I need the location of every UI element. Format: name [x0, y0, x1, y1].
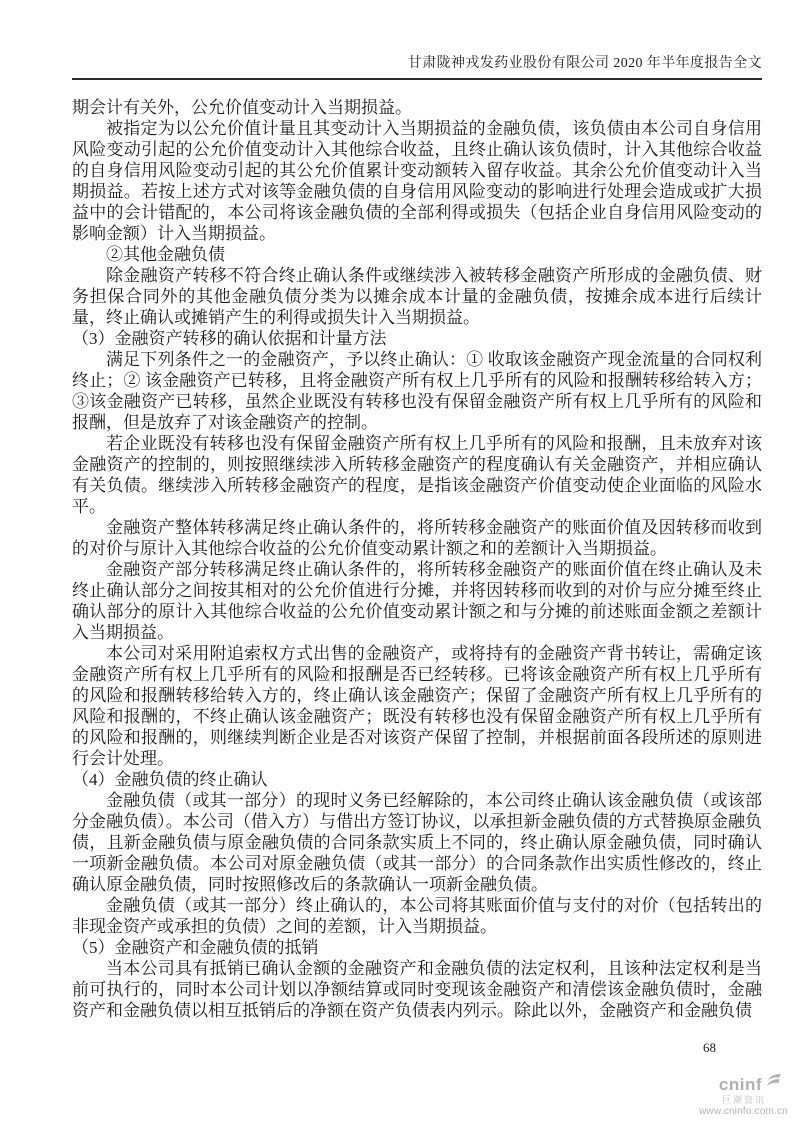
paragraph: 金融资产部分转移满足终止确认条件的，将所转移金融资产的账面价值在终止确认及未终止确认部分之间按其相对的公允价值进行分摊，并将因转移而收到的对价与应分摊至终止确认部分的原计入其他综合收益的公允价值变动累计额之和与分摊的前述账面金额之差额计入当期损益。 [72, 560, 762, 642]
document-body [72, 97, 762, 1021]
cninfo-brand-row [719, 1074, 782, 1095]
paragraph: 当本公司具有抵销已确认金额的金融资产和金融负债的法定权利，且该种法定权利是当前可执行的，同时本公司计划以净额结算或同时变现该金融资产和清偿该金融负债时，金融资产和金融负债以相互抵销后的净额在资产负债表内列示。除此以外，金融资产和金融负债 [72, 959, 762, 1020]
paragraph: 金融资产整体转移满足终止确认条件的，将所转移金融资产的账面价值及因转移而收到的对价与原计入其他综合收益的公允价值变动累计额之和的差额计入当期损益。 [72, 518, 762, 558]
page-header [72, 52, 762, 80]
cninfo-swirl-icon [763, 1072, 782, 1095]
paragraph: 被指定为以公允价值计量且其变动计入当期损益的金融负债，该负债由本公司自身信用风险变动引起的公允价值变动计入其他综合收益，且终止确认该负债时，计入其他综合收益的自身信用风险变动引起的其公允价值累计变动额转入留存收益。其余公允价值变动计入当期损益。若按上述方式对该等金融负债的自身信用风险变动的影响进行处理会造成或扩大损益中的会计错配的，本公司将该金融负债的全部利得或损失（包括企业自身信用风险变动的影响金额）计入当期损益。 [72, 119, 762, 243]
cninfo-watermark [694, 1074, 790, 1117]
cninfo-brand-text: cninf [718, 1075, 762, 1094]
paragraph: 金融负债（或其一部分）的现时义务已经解除的，本公司终止确认该金融负债（或该部分金融负债）。本公司（借入方）与借出方签订协议，以承担新金融负债的方式替换原金融负债，且新金融负债与原金融负债的合同条款实质上不同的，终止确认原金融负债，同时确认一项新金融负债。本公司对原金融负债（或其一部分）的合同条款作出实质性修改的，终止确认原金融负债，同时按照修改后的条款确认一项新金融负债。 [72, 791, 762, 894]
cninfo-url-text: www.cninfo.com.cn [699, 1106, 788, 1117]
page-number: 68 [703, 1040, 716, 1055]
paragraph: （3）金融资产转移的确认依据和计量方法 [72, 329, 387, 348]
cninfo-brand-chinese: 巨潮资讯 [721, 1095, 766, 1105]
report-title: 甘肃陇神戎发药业股份有限公司 2020 年半年度报告全文 [407, 56, 762, 71]
paragraph: （5）金融资产和金融负债的抵销 [72, 938, 319, 957]
paragraph: 本公司对采用附追索权方式出售的金融资产，或将持有的金融资产背书转让，需确定该金融资产所有权上几乎所有的风险和报酬是否已经转移。已将该金融资产所有权上几乎所有的风险和报酬转移给转入方的，终止确认该金融资产；保留了金融资产所有权上几乎所有的风险和报酬的，不终止确认该金融资产；既没有转移也没有保留金融资产所有权上几乎所有的风险和报酬的，则继续判断企业是否对该资产保留了控制，并根据前面各段所述的原则进行会计处理。 [72, 644, 762, 768]
paragraph: 除金融资产转移不符合终止确认条件或继续涉入被转移金融资产所形成的金融负债、财务担保合同外的其他金融负债分类为以摊余成本计量的金融负债，按摊余成本进行后续计量，终止确认或摊销产生的利得或损失计入当期损益。 [72, 266, 762, 327]
paragraph: 期会计有关外，公允价值变动计入当期损益。 [72, 98, 412, 117]
paragraph: ②其他金融负债 [106, 245, 225, 264]
paragraph: 金融负债（或其一部分）终止确认的，本公司将其账面价值与支付的对价（包括转出的非现金资产或承担的负债）之间的差额，计入当期损益。 [72, 896, 762, 936]
paragraph: 满足下列条件之一的金融资产，予以终止确认：① 收取该金融资产现金流量的合同权利终止；② 该金融资产已转移，且将金融资产所有权上几乎所有的风险和报酬转移给转入方；③该金融资产已转移，虽然企业既没有转移也没有保留金融资产所有权上几乎所有的风险和报酬，但是放弃了对该金融资产的控制。 [72, 350, 762, 432]
paragraph: （4）金融负债的终止确认 [72, 770, 268, 789]
paragraph: 若企业既没有转移也没有保留金融资产所有权上几乎所有的风险和报酬，且未放弃对该金融资产的控制的，则按照继续涉入所转移金融资产的程度确认有关金融资产，并相应确认有关负债。继续涉入所转移金融资产的程度，是指该金融资产价值变动使企业面临的风险水平。 [72, 434, 762, 516]
